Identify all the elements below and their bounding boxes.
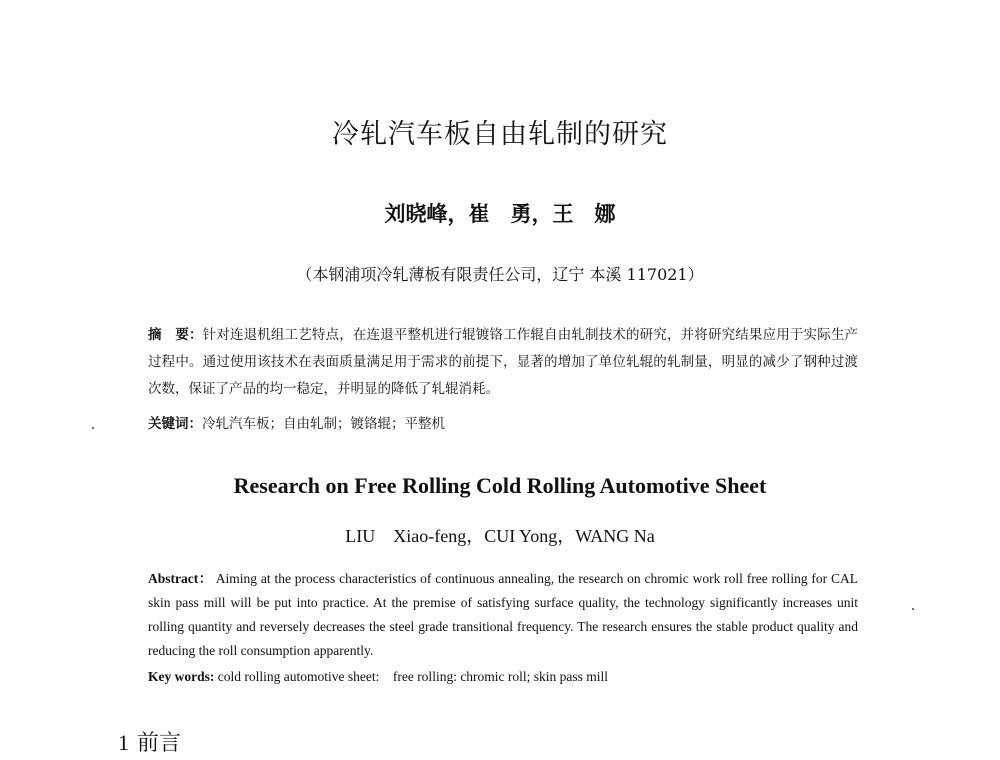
- scan-speck: [92, 427, 94, 429]
- chinese-authors: 刘晓峰，崔 勇，王 娜: [384, 201, 616, 226]
- section-number: 1: [118, 730, 129, 755]
- english-abstract-text: Aiming at the process characteristics of continuous annealing, the research on chromic work roll free rolling for CAL skin pass mill will be put into practice. At the premise of satisfying surface quality, the technology significantly increases unit rolling quantity and reversely decreases the steel grade transitional frequency. The research ensures the stable product quality and reducing the roll consumption apparently.: [148, 571, 858, 658]
- section-heading: [118, 726, 181, 757]
- chinese-abstract: [148, 322, 858, 403]
- chinese-keywords: [148, 412, 858, 436]
- chinese-abstract-label: 摘 要：: [148, 327, 203, 343]
- english-abstract-label: Abstract：: [148, 571, 213, 586]
- english-abstract: [148, 567, 858, 663]
- chinese-keywords-label: 关键词：: [148, 416, 202, 432]
- chinese-title: 冷轧汽车板自由轧制的研究: [332, 119, 668, 150]
- english-keywords-text: cold rolling automotive sheet: free rolling: chromic roll; skin pass mill: [217, 669, 609, 684]
- chinese-affiliation: （本钢浦项冷轧薄板有限责任公司，辽宁 本溪 117021）: [296, 265, 704, 284]
- english-title: Research on Free Rolling Cold Rolling Automotive Sheet: [233, 473, 767, 498]
- chinese-keywords-text: 冷轧汽车板；自由轧制；镀铬辊；平整机: [202, 416, 445, 432]
- chinese-abstract-text: 针对连退机组工艺特点，在连退平整机进行辊镀铬工作辊自由轧制技术的研究，并将研究结果应用于实际生产过程中。通过使用该技术在表面质量满足用于需求的前提下，显著的增加了单位轧辊的轧制量，明显的减少了钢种过渡次数，保证了产品的均一稳定，并明显的降低了轧辊消耗。: [148, 327, 859, 397]
- section-title: 前言: [137, 731, 182, 756]
- scan-speck: [912, 608, 914, 610]
- english-authors: LIU Xiao-feng，CUI Yong，WANG Na: [345, 526, 655, 546]
- english-keywords-label: Key words:: [148, 669, 215, 684]
- english-keywords: [148, 665, 858, 689]
